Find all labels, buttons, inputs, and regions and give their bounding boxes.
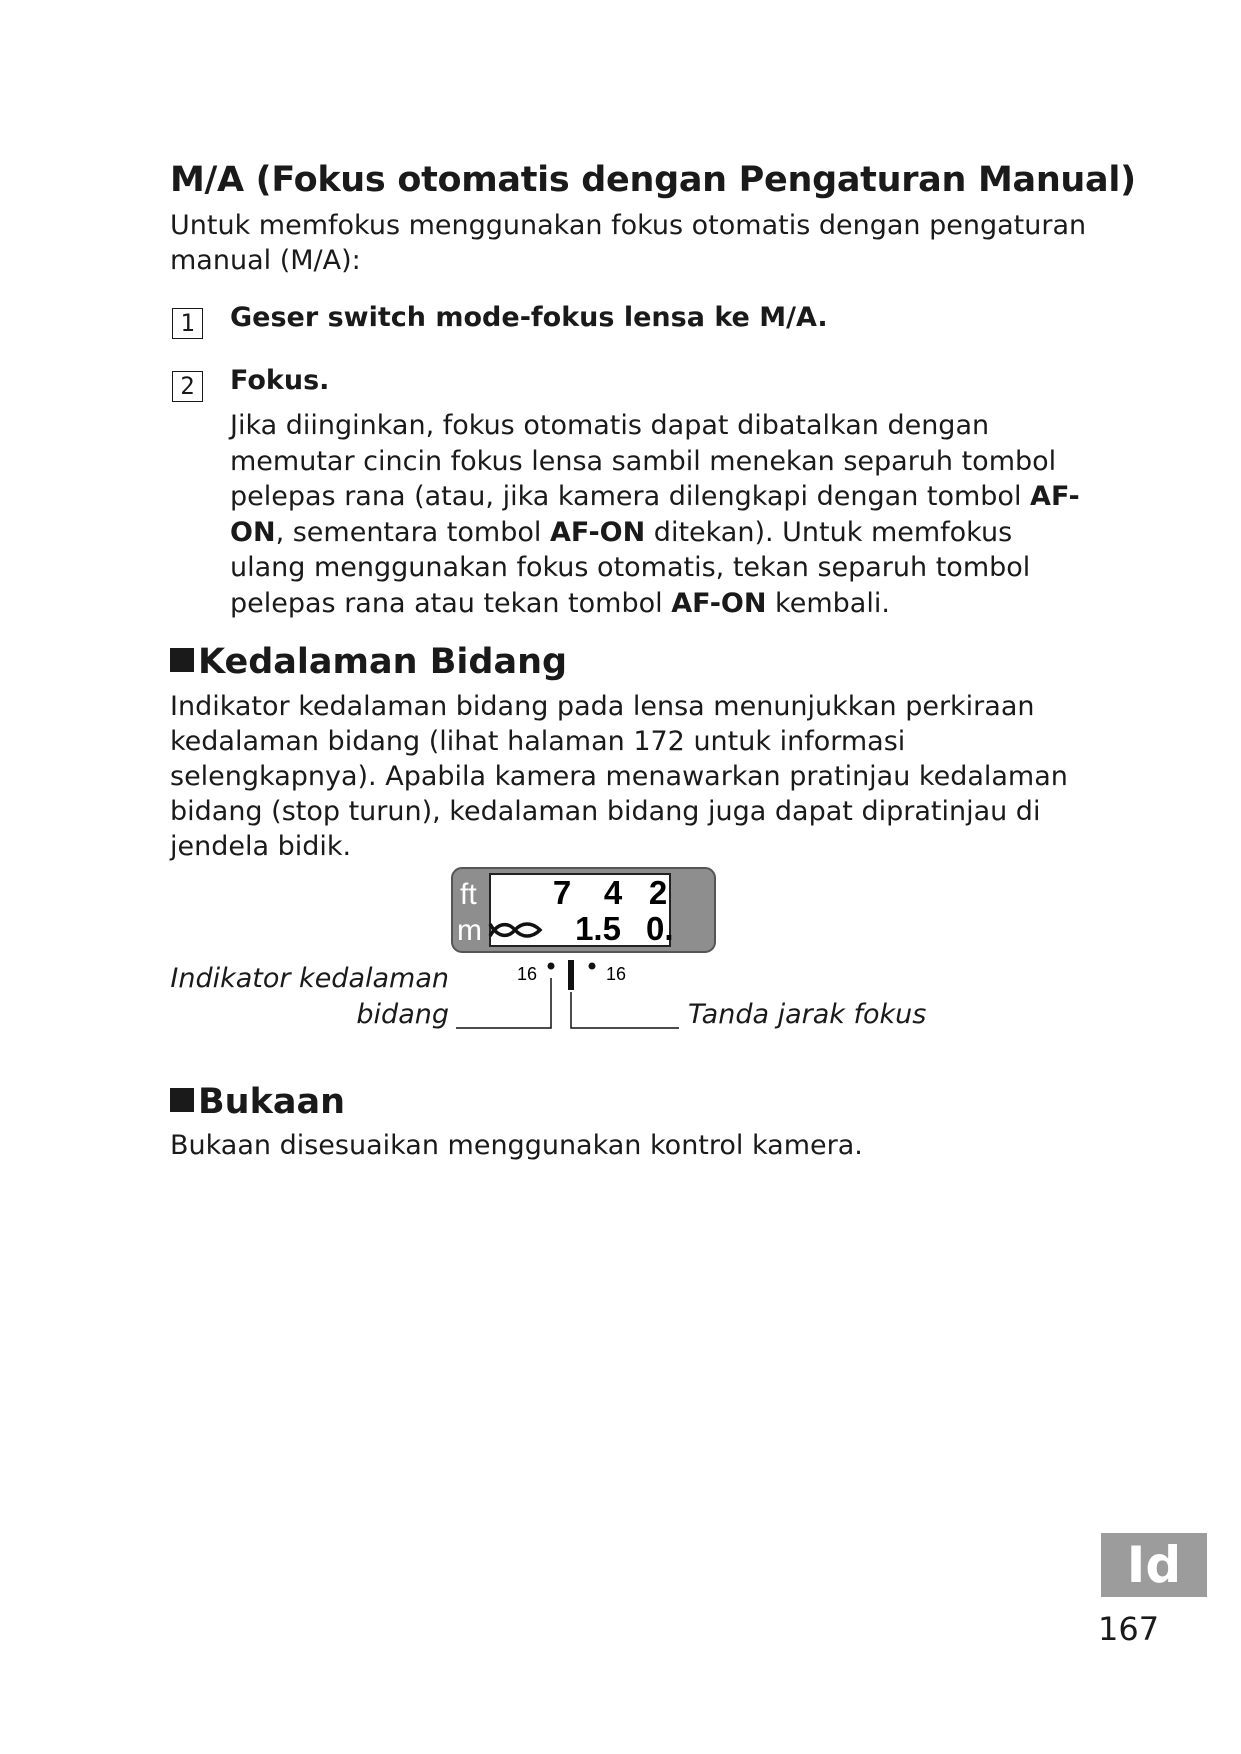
step-2-text-1: Jika diinginkan, fokus otomatis dapat dibatalkan dengan memutar cincin fokus lensa sambil menekan separuh tombol pelepas rana (atau, jika kamera dilengkapi dengan tombol <box>230 410 1057 512</box>
dof-indicator-label-line1: Indikator kedalaman <box>170 963 449 994</box>
ft-value: 2 <box>648 874 668 911</box>
focus-mark-label: Tanda jarak fokus <box>688 999 927 1030</box>
square-bullet-icon <box>170 648 194 672</box>
af-on-label: AF-ON <box>549 516 646 548</box>
section-aperture-body: Bukaan disesuaikan menggunakan kontrol kamera. <box>170 1130 863 1161</box>
leader-line-right <box>571 992 679 1028</box>
step-2-text-4: kembali. <box>766 587 890 619</box>
ft-value: 4 <box>603 874 623 911</box>
step-2-title: Fokus. <box>230 365 330 396</box>
section-aperture-title: Bukaan <box>198 1082 346 1122</box>
unit-m-label: m <box>457 914 482 947</box>
language-tab: Id <box>1101 1533 1207 1597</box>
dof-indicator-label-line2: bidang <box>356 999 449 1030</box>
intro-paragraph: Untuk memfokus menggunakan fokus otomatis dengan pengaturan manual (M/A): <box>170 210 1087 276</box>
unit-ft-label: ft <box>460 878 477 911</box>
section-aperture-heading <box>170 1082 345 1122</box>
step-1-number: 1 <box>172 308 203 339</box>
step-1-title: Geser switch mode-fokus lensa ke M/A. <box>230 302 828 333</box>
af-on-label: AF-ON <box>230 481 1080 548</box>
lens-scale-diagram <box>440 860 720 1050</box>
dof-right-value: 16 <box>605 964 627 984</box>
section-depth-title: Kedalaman Bidang <box>198 642 568 682</box>
section-depth-body: Indikator kedalaman bidang pada lensa menunjukkan perkiraan kedalaman bidang (lihat halaman 172 untuk informasi selengkapnya). Apabila kamera menawarkan pratinjau kedalaman bidang (stop turun), kedalaman bidang juga dapat dipratinjau di jendela bidik. <box>170 691 1068 862</box>
dof-right-dot <box>589 963 596 970</box>
dof-left-value: 16 <box>516 964 538 984</box>
step-2-number: 2 <box>172 371 203 402</box>
dof-left-dot <box>548 963 555 970</box>
leader-line-left <box>456 978 551 1028</box>
m-value: 0. <box>646 910 674 947</box>
ft-value: 7 <box>552 874 572 911</box>
page-number: 167 <box>1098 1610 1160 1648</box>
step-2-text-2: , sementara tombol <box>275 516 550 548</box>
section-depth-heading <box>170 642 567 682</box>
m-value: 1.5 <box>575 910 621 947</box>
page-title: M/A (Fokus otomatis dengan Pengaturan Manual) <box>170 160 1136 200</box>
focus-distance-mark <box>568 960 574 990</box>
af-on-label: AF-ON <box>671 587 767 619</box>
step-2-text-3: ditekan). Untuk memfokus ulang menggunakan fokus otomatis, tekan separuh tombol pelepas rana atau tekan tombol <box>230 516 1031 619</box>
step-2-description <box>230 408 1090 621</box>
square-bullet-icon <box>170 1088 194 1112</box>
